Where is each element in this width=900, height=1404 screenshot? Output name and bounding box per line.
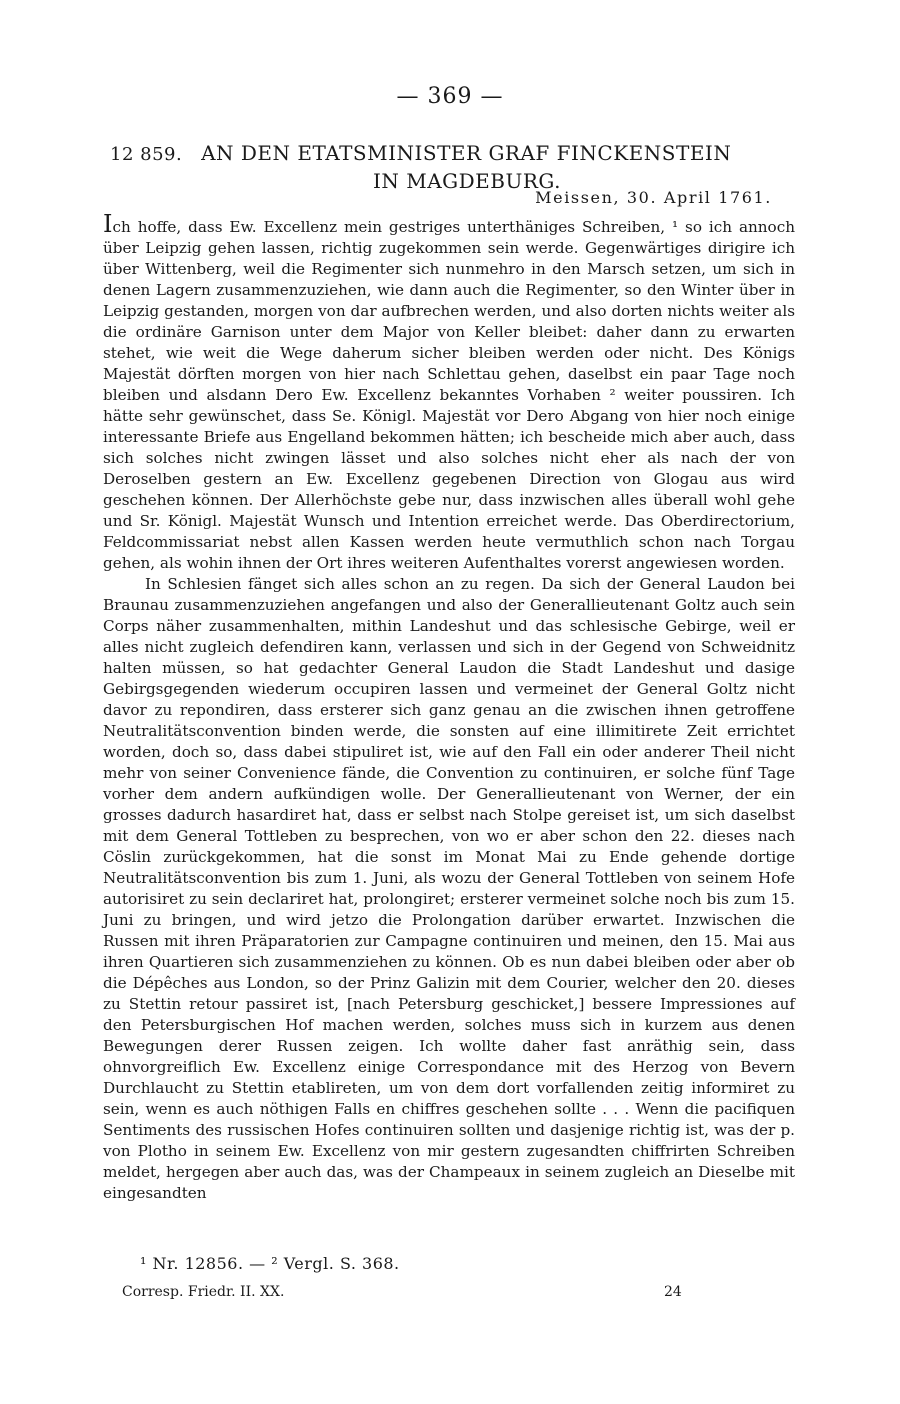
letter-number: 12 859. [110,144,183,165]
heading-line-2: IN MAGDEBURG. [372,169,562,193]
running-footer: Corresp. Friedr. II. XX. [122,1284,285,1300]
signature-mark: 24 [664,1284,682,1300]
paragraph-2: In Schlesien fänget sich alles schon an zu regen. Da sich der General Laudon bei Braunau zusammenzuziehen angefangen und also der Generallieutenant Goltz auch sein Corps näher zusammenhalten, mithin Landeshut und das schlesische Gebirge, weil er alles nicht zugleich defendiren kann, verlassen und sich in der Gegend von Schweidnitz halten müssen, so hat gedachter General Laudon die Stadt Landeshut und dasige Gebirgsgegenden wiederum occupiren lassen und vermeinet der General Goltz nicht davor zu repondiren, dass ersterer sich ganz genau an die zwischen ihnen getroffene Neutralitätsconvention binden werde, die sonsten auf eine illimitirete Zeit errichtet worden, doch so, dass dabei stipuliret ist, wie auf den Fall ein oder anderer Theil nicht mehr von seiner Convenience fände, die Convention zu continuiren, er solche fünf Tage vorher dem andern aufkündigen wolle. Der Generallieutenant von Werner, der ein grosses dadurch hasardiret hat, dass er selbst nach Stolpe gereiset ist, um sich daselbst mit dem General Tottleben zu besprechen, von wo er aber schon den 22. dieses nach Cöslin zurückgekommen, hat die sonst im Monat Mai zu Ende gehende dortige Neutralitätsconvention bis zum 1. Juni, als wozu der General Tottleben von seinem Hofe autorisiret zu sein declariret hat, prolongiret; ersterer vermeinet solche noch bis zum 15. Juni zu bringen, und wird jetzo die Prolongation darüber erwartet. Inzwischen die Russen mit ihren Präparatorien zur Campagne continuiren und meinen, den 15. Mai aus ihren Quartieren sich zusammenziehen zu können. Ob es nun dabei bleiben oder aber ob die Dépêches aus London, so der Prinz Galizin mit dem Courier, welcher den 20. dieses zu Stettin retour passiret ist, [nach Petersburg geschicket,] bessere Impressiones auf den Petersburgischen Hof machen werden, solches muss sich in kurzem aus denen Bewegungen derer Russen zeigen. Ich wollte daher fast anräthig sein, dass ohnvorgreiflich Ew. Excellenz einige Correspondance mit des Herzog von Bevern Durchlaucht zu Stettin etablireten, um von dem dort vorfallenden zeitig informiret zu sein, wenn es auch nöthigen Falls en chiffres geschehen sollte . . . Wenn die pacifiquen Sentiments des russischen Hofes continuiren sollten und dasjenige richtig ist, was der p. von Plotho in seinem Ew. Excellenz von mir gestern zugesandten chiffrirten Schreiben meldet, hergegen aber auch das, was der Champeaux in seinem zugleich an Dieselbe mit eingesandten [103,575,795,1202]
letter-body [103,210,795,1204]
page-number: — 369 — [396,84,504,109]
paragraph-1: Ich hoffe, dass Ew. Excellenz mein gestriges unterthäniges Schreiben, ¹ so ich annoch über Leipzig gehen lassen, richtig zugekommen sein werde. Gegenwärtiges dirigire ich über Wittenberg, weil die Regimenter sich nunmehro in den Marsch setzen, um sich in denen Lagern zusammenzuziehen, wie dann auch die Regimenter, so den Winter über in Leipzig gestanden, morgen von dar aufbrechen werden, und also dorten nichts weiter als die ordinäre Garnison unter dem Major von Keller bleibet: daher dann zu erwarten stehet, wie weit die Wege daherum sicher bleiben werden oder nicht. Des Königs Majestät dörften morgen von hier nach Schlettau gehen, daselbst ein paar Tage noch bleiben und alsdann Dero Ew. Excellenz bekanntes Vorhaben ² weiter poussiren. Ich hätte sehr gewünschet, dass Se. Königl. Majestät vor Dero Abgang von hier noch einige interessante Briefe aus Engelland bekommen hätten; ich bescheide mich aber auch, dass sich solches nicht zwingen lässet und also solches nicht eher als nach der von Deroselben gestern an Ew. Excellenz gegebenen Direction von Glogau aus wird geschehen können. Der Allerhöchste gebe nur, dass inzwischen alles überall wohl gehe und Sr. Königl. Majestät Wunsch und Intention erreichet werde. Das Oberdirectorium, Feldcommissariat nebst allen Kassen werden heute vermuthlich schon nach Torgau gehen, als wohin ihnen der Ort ihres weiteren Aufenthaltes vorerst angewiesen worden. [103,210,795,572]
heading-line-1: AN DEN ETATSMINISTER GRAF FINCKENSTEIN [201,141,732,165]
dateline: Meissen, 30. April 1761. [535,188,772,207]
letter-heading [110,140,800,194]
footnotes: ¹ Nr. 12856. — ² Vergl. S. 368. [140,1254,400,1273]
